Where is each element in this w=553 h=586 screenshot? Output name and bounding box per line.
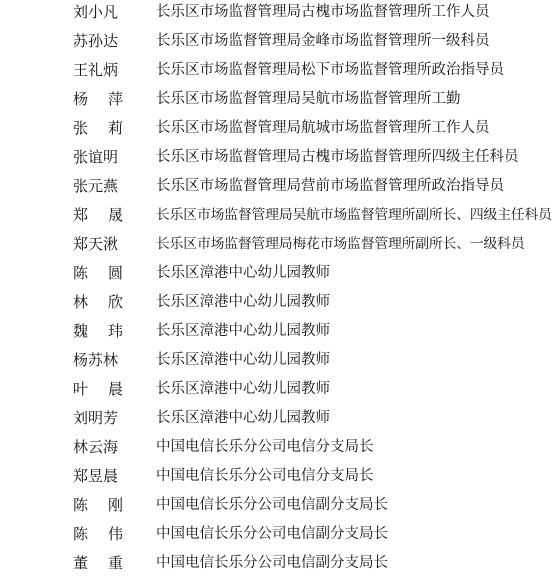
person-name: 林欣	[73, 293, 123, 311]
list-item	[0, 87, 553, 116]
list-item	[0, 232, 553, 261]
person-name: 郑昱晨	[73, 467, 119, 485]
person-name: 叶晨	[73, 380, 123, 398]
person-position: 长乐区漳港中心幼儿园教师	[156, 265, 330, 281]
list-item	[0, 493, 553, 522]
person-position: 中国电信长乐分公司电信副分支局长	[156, 526, 388, 542]
person-position: 中国电信长乐分公司电信副分支局长	[156, 555, 388, 571]
person-position: 长乐区市场监督管理局吴航市场监督管理所副所长、四级主任科员	[156, 207, 552, 223]
person-name: 陈刚	[73, 496, 123, 514]
person-name: 董重	[73, 554, 123, 572]
person-name: 陈圆	[73, 264, 123, 282]
person-position: 长乐区漳港中心幼儿园教师	[156, 381, 330, 397]
person-name: 刘小凡	[73, 3, 119, 21]
person-name: 郑晟	[73, 206, 123, 224]
list-item	[0, 29, 553, 58]
person-name: 苏孙达	[73, 32, 119, 50]
list-item	[0, 348, 553, 377]
person-position: 长乐区市场监督管理局松下市场监督管理所政治指导员	[156, 62, 504, 78]
person-position: 中国电信长乐分公司电信分支局长	[156, 468, 374, 484]
person-position: 长乐区漳港中心幼儿园教师	[156, 294, 330, 310]
person-name: 郑天湫	[73, 235, 119, 253]
list-item	[0, 551, 553, 580]
person-position: 长乐区漳港中心幼儿园教师	[156, 352, 330, 368]
person-name: 张元燕	[73, 177, 119, 195]
person-position: 长乐区市场监督管理局金峰市场监督管理所一级科员	[156, 33, 490, 49]
list-item	[0, 0, 553, 29]
list-item	[0, 58, 553, 87]
list-item	[0, 435, 553, 464]
list-item	[0, 203, 553, 232]
list-item	[0, 290, 553, 319]
person-name: 刘明芳	[73, 409, 119, 427]
list-item	[0, 464, 553, 493]
person-position: 长乐区漳港中心幼儿园教师	[156, 410, 330, 426]
list-item	[0, 522, 553, 551]
list-item	[0, 174, 553, 203]
person-name: 林云海	[73, 438, 119, 456]
person-position: 长乐区市场监督管理局古槐市场监督管理所工作人员	[156, 4, 490, 20]
person-name: 陈伟	[73, 525, 123, 543]
person-position: 长乐区市场监督管理局古槐市场监督管理所四级主任科员	[156, 149, 519, 165]
list-item	[0, 145, 553, 174]
list-item	[0, 377, 553, 406]
person-name: 张莉	[73, 119, 123, 137]
list-item	[0, 319, 553, 348]
list-item	[0, 406, 553, 435]
person-position: 长乐区市场监督管理局航城市场监督管理所工作人员	[156, 120, 490, 136]
person-name: 王礼炳	[73, 61, 119, 79]
person-name: 魏玮	[73, 322, 123, 340]
person-name: 杨萍	[73, 90, 123, 108]
person-name: 杨苏林	[73, 351, 119, 369]
person-position: 长乐区市场监督管理局营前市场监督管理所政治指导员	[156, 178, 504, 194]
person-name: 张谊明	[73, 148, 119, 166]
list-item	[0, 116, 553, 145]
person-position: 长乐区漳港中心幼儿园教师	[156, 323, 330, 339]
person-position: 长乐区市场监督管理局梅花市场监督管理所副所长、一级科员	[156, 236, 525, 252]
list-item	[0, 261, 553, 290]
person-position: 长乐区市场监督管理局吴航市场监督管理所工勤	[156, 91, 461, 107]
person-position: 中国电信长乐分公司电信副分支局长	[156, 497, 388, 513]
person-position: 中国电信长乐分公司电信分支局长	[156, 439, 374, 455]
